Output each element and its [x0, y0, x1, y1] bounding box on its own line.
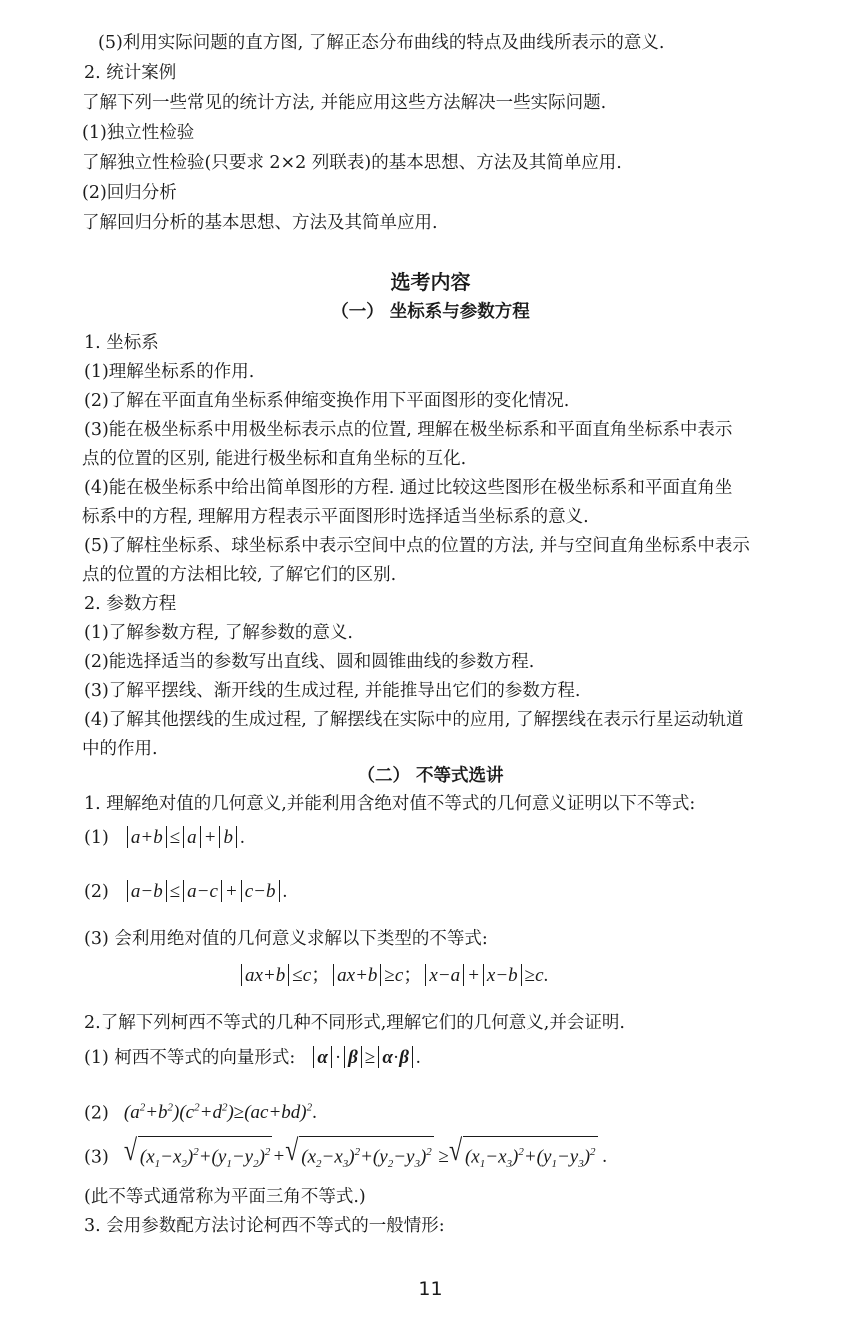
- abs-ineq-1-label: (1): [84, 828, 109, 848]
- part1-title: （一） 坐标系与参数方程: [331, 302, 530, 322]
- abs-ineq-2-label: (2): [84, 882, 109, 902]
- triangle-inequality: [84, 1136, 607, 1178]
- heading-independence-test: (1)独立性检验: [82, 123, 195, 143]
- ineq-paragraph-3: 3. 会用参数配方法讨论柯西不等式的一般情形:: [84, 1216, 445, 1236]
- coord-item-5-cont: 点的位置的方法相比较, 了解它们的区别.: [82, 565, 397, 585]
- param-item-1: (1)了解参数方程, 了解参数的意义.: [84, 623, 353, 643]
- abs-ineq-3-label: (3) 会利用绝对值的几何意义求解以下类型的不等式:: [84, 929, 488, 949]
- cauchy-algebraic-form: [84, 1094, 317, 1127]
- heading-regression: (2)回归分析: [82, 183, 177, 203]
- abs-ineq-1-formula: a+b ≤ a + b .: [114, 827, 244, 848]
- abs-ineq-types: ax+b ≤c； ax+b ≥c； x−a + x−b ≥c.: [238, 962, 548, 990]
- coord-item-2: (2)了解在平面直角坐标系伸缩变换作用下平面图形的变化情况.: [84, 391, 570, 411]
- paragraph-statistics-methods: 了解下列一些常见的统计方法, 并能应用这些方法解决一些实际问题.: [82, 93, 607, 113]
- param-item-2: (2)能选择适当的参数写出直线、圆和圆锥曲线的参数方程.: [84, 652, 535, 672]
- param-item-4: (4)了解其他摆线的生成过程, 了解摆线在实际中的应用, 了解摆线在表示行星运动轨道: [84, 710, 744, 730]
- ineq-paragraph-2: 2.了解下列柯西不等式的几种不同形式,理解它们的几何意义,并会证明.: [84, 1013, 625, 1033]
- triangle-inequality-formula: √ $(x_1-x_2)^2+(y_1-y_2)^2$ + √ $(x_2-x_3)^2+(y_2-y_3)^2$ ≥ √ $(x_1-x_3)^2+(y_1-y_3)^2$ .: [114, 1146, 607, 1167]
- part2-title: （二） 不等式选讲: [357, 766, 504, 786]
- coord-item-3-cont: 点的位置的区别, 能进行极坐标和直角坐标的互化.: [82, 449, 467, 469]
- abs-ineq-2-formula: a−b ≤ a−c + c−b .: [114, 881, 287, 902]
- heading-parametric-equations: 2. 参数方程: [84, 594, 177, 614]
- triangle-inequality-label: (3): [84, 1147, 109, 1168]
- cauchy-vector-formula: α · β ≥ α·β .: [301, 1047, 421, 1068]
- cauchy-vector-form: [84, 1044, 421, 1072]
- cauchy-algebraic-formula: $(a^2+b^2)(c^2+d^2)\ge(ac+bd)^2$.: [114, 1102, 317, 1124]
- cauchy-algebraic-label: (2): [84, 1103, 109, 1124]
- coord-item-3: (3)能在极坐标系中用极坐标表示点的位置, 理解在极坐标系和平面直角坐标系中表示: [84, 420, 733, 440]
- heading-coordinate-system: 1. 坐标系: [84, 333, 159, 353]
- param-item-4-cont: 中的作用.: [82, 739, 158, 759]
- coord-item-4-cont: 标系中的方程, 理解用方程表示平面图形时选择适当坐标系的意义.: [82, 507, 589, 527]
- coord-item-5: (5)了解柱坐标系、球坐标系中表示空间中点的位置的方法, 并与空间直角坐标系中表示: [84, 536, 750, 556]
- page-number: 11: [418, 1278, 443, 1300]
- abs-ineq-1: [84, 824, 245, 852]
- ineq-paragraph-1: 1. 理解绝对值的几何意义,并能利用含绝对值不等式的几何意义证明以下不等式:: [84, 794, 696, 814]
- paragraph-regression: 了解回归分析的基本思想、方法及其简单应用.: [82, 213, 438, 233]
- heading-statistics-cases: 2. 统计案例: [84, 63, 177, 83]
- abs-ineq-2: [84, 878, 287, 906]
- paragraph-normal-distribution: (5)利用实际问题的直方图, 了解正态分布曲线的特点及曲线所表示的意义.: [98, 33, 665, 53]
- cauchy-vector-label: (1) 柯西不等式的向量形式:: [84, 1048, 296, 1068]
- triangle-inequality-note: (此不等式通常称为平面三角不等式.): [84, 1187, 366, 1207]
- paragraph-independence-test: 了解独立性检验(只要求 2×2 列联表)的基本思想、方法及其简单应用.: [82, 153, 622, 173]
- elective-title: 选考内容: [390, 270, 471, 294]
- param-item-3: (3)了解平摆线、渐开线的生成过程, 并能推导出它们的参数方程.: [84, 681, 581, 701]
- coord-item-4: (4)能在极坐标系中给出简单图形的方程. 通过比较这些图形在极坐标系和平面直角坐: [84, 478, 733, 498]
- coord-item-1: (1)理解坐标系的作用.: [84, 362, 255, 382]
